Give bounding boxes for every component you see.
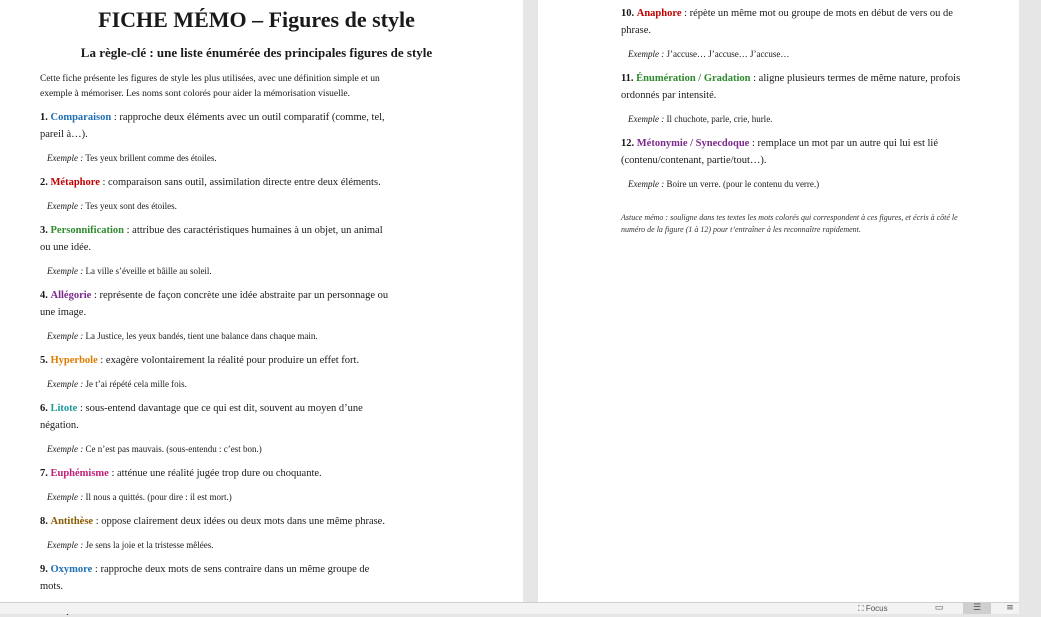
focus-mode-button[interactable] bbox=[858, 604, 913, 614]
figure-definition: : répète un même mot ou groupe de mots en début de vers ou de bbox=[681, 8, 953, 19]
intro-line-2: exemple à mémoriser. Les noms sont colorés pour aider la mémorisation visuelle. bbox=[40, 89, 350, 99]
figure-item bbox=[40, 465, 513, 482]
example-label: Exemple : bbox=[47, 331, 84, 341]
figure-definition: : exagère volontairement la réalité pour produire un effet fort. bbox=[97, 355, 360, 366]
example-text: Tes yeux sont des étoiles. bbox=[85, 201, 177, 211]
figure-definition-cont: une image. bbox=[40, 307, 87, 318]
figure-name: Hyperbole bbox=[50, 355, 98, 366]
figure-definition: : remplace un mot par un autre qui lui est lié bbox=[749, 138, 938, 149]
web-layout-button[interactable] bbox=[996, 603, 1024, 614]
figure-name: Personnification bbox=[50, 225, 124, 236]
figure-definition-cont: phrase. bbox=[621, 25, 652, 36]
example-text: Ce n’est pas mauvais. (sous-entendu : c’est bon.) bbox=[85, 444, 262, 454]
figure-example bbox=[40, 490, 513, 504]
figure-item bbox=[621, 5, 1019, 39]
status-bar bbox=[0, 602, 1019, 614]
example-text: Je t’ai répété cela mille fois. bbox=[85, 379, 187, 389]
figure-item bbox=[40, 222, 513, 256]
example-text: La ville s’éveille et bâille au soleil. bbox=[85, 266, 212, 276]
figure-item bbox=[40, 352, 513, 369]
example-text: Il nous a quittés. (pour dire : il est mort.) bbox=[85, 492, 232, 502]
example-text: La Justice, les yeux bandés, tient une balance dans chaque main. bbox=[85, 331, 318, 341]
intro-line-1: Cette fiche présente les figures de style les plus utilisées, avec une définition simple et un bbox=[40, 74, 380, 84]
figure-name: Métaphore bbox=[50, 177, 100, 188]
figure-name: Litote bbox=[50, 403, 78, 414]
figure-item bbox=[40, 109, 513, 143]
figure-item bbox=[40, 174, 513, 191]
figure-definition: : attribue des caractéristiques humaines à un objet, un animal bbox=[124, 225, 383, 236]
memo-tip bbox=[621, 212, 1041, 236]
document-title: FICHE MÉMO – Figures de style bbox=[98, 7, 415, 32]
figure-definition: : rapproche deux mots de sens contraire dans un même groupe de bbox=[92, 564, 370, 575]
figure-example bbox=[40, 199, 513, 213]
figure-definition: : rapproche deux éléments avec un outil comparatif (comme, tel, bbox=[111, 112, 385, 123]
figure-item bbox=[40, 400, 513, 434]
memo-tip-line-1: Astuce mémo : souligne dans tes textes les mots colorés qui correspondent à ces figures, et écris à côté le bbox=[621, 213, 958, 222]
figure-definition: : oppose clairement deux idées ou deux mots dans une même phrase. bbox=[93, 516, 385, 527]
figure-number: 6. bbox=[40, 403, 48, 414]
example-label: Exemple : bbox=[628, 179, 665, 189]
figure-number: 4. bbox=[40, 290, 48, 301]
figure-number: 1. bbox=[40, 112, 48, 123]
figure-definition: : aligne plusieurs termes de même nature, profois bbox=[750, 73, 961, 84]
figure-definition: : sous-entend davantage que ce qui est dit, souvent au moyen d’une bbox=[77, 403, 363, 414]
figure-number: 11. bbox=[621, 73, 634, 84]
document-subtitle: La règle-clé : une liste énumérée des principales figures de style bbox=[80, 45, 433, 60]
example-label: Exemple : bbox=[47, 540, 84, 550]
figure-example bbox=[40, 377, 513, 391]
web-layout-icon: ≡ bbox=[1006, 603, 1014, 613]
figure-item bbox=[621, 70, 1019, 104]
example-label: Exemple : bbox=[628, 114, 665, 124]
figure-example bbox=[621, 177, 1019, 191]
figure-example bbox=[40, 151, 513, 165]
figure-name: Antithèse bbox=[50, 516, 94, 527]
figure-name: Anaphore bbox=[636, 8, 682, 19]
figure-item bbox=[621, 135, 1019, 169]
example-label: Exemple : bbox=[47, 379, 84, 389]
example-text: Boire un verre. (pour le contenu du verre.) bbox=[666, 179, 820, 189]
figure-example bbox=[40, 538, 513, 552]
figure-name: Métonymie / Synecdoque bbox=[636, 138, 750, 149]
example-label: Exemple : bbox=[47, 444, 84, 454]
document-page-1[interactable] bbox=[0, 0, 523, 602]
figure-number: 10. bbox=[621, 8, 635, 19]
figure-number: 8. bbox=[40, 516, 48, 527]
figure-name: Comparaison bbox=[50, 112, 112, 123]
example-text: J’accuse… J’accuse… J’accuse… bbox=[666, 49, 790, 59]
figure-name: Énumération / Gradation bbox=[636, 73, 751, 84]
figure-definition-cont: ou une idée. bbox=[40, 242, 92, 253]
figure-number: 9. bbox=[40, 564, 48, 575]
read-mode-button[interactable] bbox=[925, 603, 953, 614]
example-text: Il chuchote, parle, crie, hurle. bbox=[666, 114, 773, 124]
example-text: Je sens la joie et la tristesse mêlées. bbox=[85, 540, 214, 550]
figure-definition-cont: ordonnés par intensité. bbox=[621, 90, 717, 101]
figure-item bbox=[40, 561, 513, 595]
figure-example bbox=[40, 264, 513, 278]
figure-name: Oxymore bbox=[50, 564, 93, 575]
print-layout-button[interactable] bbox=[963, 603, 991, 614]
example-text: Tes yeux brillent comme des étoiles. bbox=[85, 153, 217, 163]
figure-definition-cont: pareil à…). bbox=[40, 129, 88, 140]
figure-definition: : atténue une réalité jugée trop dure ou choquante. bbox=[108, 468, 322, 479]
figure-name: Allégorie bbox=[50, 290, 92, 301]
document-page-2[interactable] bbox=[538, 0, 1019, 602]
figure-example bbox=[621, 112, 1019, 126]
figure-definition: : représente de façon concrète une idée abstraite par un personnage ou bbox=[91, 290, 389, 301]
figures-list-right bbox=[621, 5, 1019, 191]
figure-example bbox=[621, 47, 1019, 61]
figure-definition-cont: négation. bbox=[40, 420, 79, 431]
figure-number: 2. bbox=[40, 177, 48, 188]
figure-example bbox=[40, 442, 513, 456]
figure-item bbox=[40, 287, 513, 321]
figure-number: 3. bbox=[40, 225, 48, 236]
example-label: Exemple : bbox=[628, 49, 665, 59]
print-layout-icon: ☰ bbox=[972, 603, 982, 613]
figure-definition: : comparaison sans outil, assimilation directe entre deux éléments. bbox=[99, 177, 381, 188]
figure-number: 7. bbox=[40, 468, 48, 479]
figure-name: Euphémisme bbox=[50, 468, 109, 479]
figure-definition-cont: mots. bbox=[40, 581, 64, 592]
focus-label: Focus bbox=[865, 604, 888, 613]
read-mode-icon: ▭ bbox=[934, 603, 944, 613]
focus-icon: ⛶ bbox=[858, 604, 864, 613]
memo-tip-line-2: numéro de la figure (1 à 12) pour t’entraîner à les reconnaître rapidement. bbox=[621, 225, 861, 234]
figure-item bbox=[40, 513, 513, 530]
example-label: Exemple : bbox=[47, 201, 84, 211]
figure-definition-cont: (contenu/contenant, partie/tout…). bbox=[621, 155, 767, 166]
example-label: Exemple : bbox=[47, 266, 84, 276]
example-label: Exemple : bbox=[47, 153, 84, 163]
figure-example bbox=[40, 329, 513, 343]
example-label: Exemple : bbox=[47, 492, 84, 502]
figure-number: 12. bbox=[621, 138, 635, 149]
intro-paragraph bbox=[40, 72, 440, 102]
figures-list-left bbox=[40, 109, 513, 617]
figure-number: 5. bbox=[40, 355, 48, 366]
